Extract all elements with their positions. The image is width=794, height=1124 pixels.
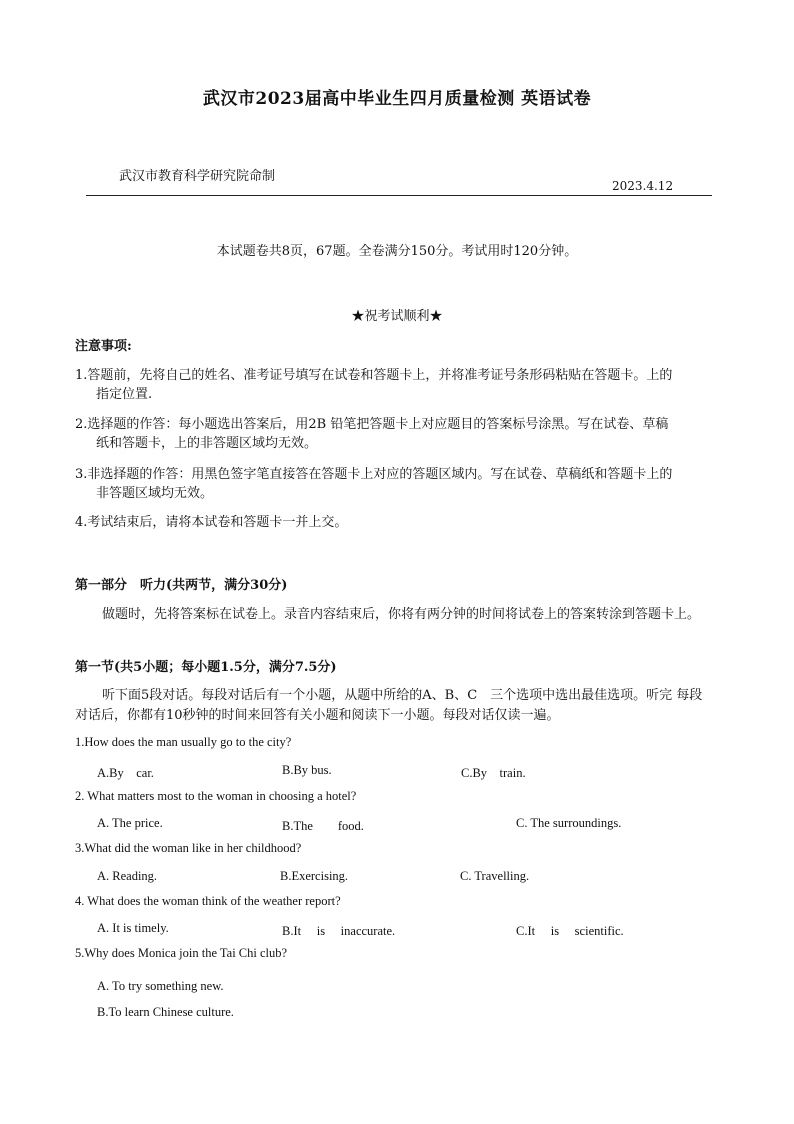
notice-item-text: 4.考试结束后，请将本试卷和答题卡一并上交。 — [75, 515, 348, 530]
option-c: C.By train. — [461, 766, 526, 780]
header-divider — [86, 195, 712, 196]
question-stem: 1.How does the man usually go to the city? — [75, 735, 292, 749]
question-stem: 2. What matters most to the woman in choosing a hotel? — [75, 789, 357, 803]
option-a: A.By car. — [97, 766, 154, 780]
option-b: B.To learn Chinese culture. — [97, 1005, 234, 1019]
notice-item — [75, 465, 715, 503]
option-a: A. The price. — [97, 816, 163, 830]
section1-heading: 第一节(共5小题；每小题1.5分，满分7.5分) — [75, 660, 337, 675]
notice-item — [75, 513, 715, 532]
option-a: A. Reading. — [97, 869, 158, 883]
option-b: B.By bus. — [282, 763, 332, 777]
page-title: 武汉市2023届高中毕业生四月质量检测 英语试卷 — [202, 89, 592, 109]
option-a: A. It is timely. — [97, 921, 169, 935]
question-stem: 5.Why does Monica join the Tai Chi club? — [75, 946, 288, 960]
notice-item-text: 2.选择题的作答：每小题选出答案后，用2B 铅笔把答题卡上对应题目的答案标号涂黑。写在试卷、草稿 — [75, 417, 669, 432]
option-c: C.It is scientific. — [516, 924, 624, 938]
part1-instruction: 做题时，先将答案标在试卷上。录音内容结束后，你将有两分钟的时间将试卷上的答案转涂到答题卡上。 — [102, 607, 701, 622]
option-b: B.It is inaccurate. — [282, 924, 396, 938]
notice-item — [75, 415, 715, 453]
option-b: B.Exercising. — [280, 869, 349, 883]
issuer-label: 武汉市教育科学研究院命制 — [119, 169, 276, 184]
exam-info: 本试题卷共8页，67题。全卷满分150分。考试用时120分钟。 — [216, 244, 578, 259]
option-a: A. To try something new. — [97, 979, 224, 993]
exam-date: 2023.4.12 — [612, 179, 674, 193]
question-stem: 4. What does the woman think of the weather report? — [75, 894, 341, 908]
notice-heading: 注意事项: — [75, 339, 132, 354]
notice-item — [75, 366, 715, 404]
good-luck-line: ★祝考试顺利★ — [351, 309, 443, 324]
question-stem: 3.What did the woman like in her childhood? — [75, 841, 302, 855]
option-c: C. Travelling. — [460, 869, 530, 883]
notice-item-text: 3.非选择题的作答：用黑色签字笔直接答在答题卡上对应的答题区域内。写在试卷、草稿纸和答题卡上的 — [75, 467, 673, 482]
notice-item-continuation: 纸和答题卡，上的非答题区域均无效。 — [96, 436, 318, 451]
option-b: B.The food. — [282, 819, 364, 833]
notice-item-continuation: 非答题区域均无效。 — [96, 486, 214, 501]
option-c: C. The surroundings. — [516, 816, 622, 830]
part1-heading: 第一部分 听力(共两节，满分30分) — [75, 578, 288, 593]
notice-item-continuation: 指定位置. — [96, 387, 153, 402]
section1-instruction: 听下面5段对话。每段对话后有一个小题，从题中所给的A、B、C 三个选项中选出最佳选项。听完 每段对话后，你都有10秒钟的时间来回答有关小题和阅读下一小题。每段对话仅读一遍。 — [75, 688, 703, 723]
notice-item-text: 1.答题前，先将自己的姓名、准考证号填写在试卷和答题卡上，并将准考证号条形码粘贴在答题卡。上的 — [75, 368, 673, 383]
